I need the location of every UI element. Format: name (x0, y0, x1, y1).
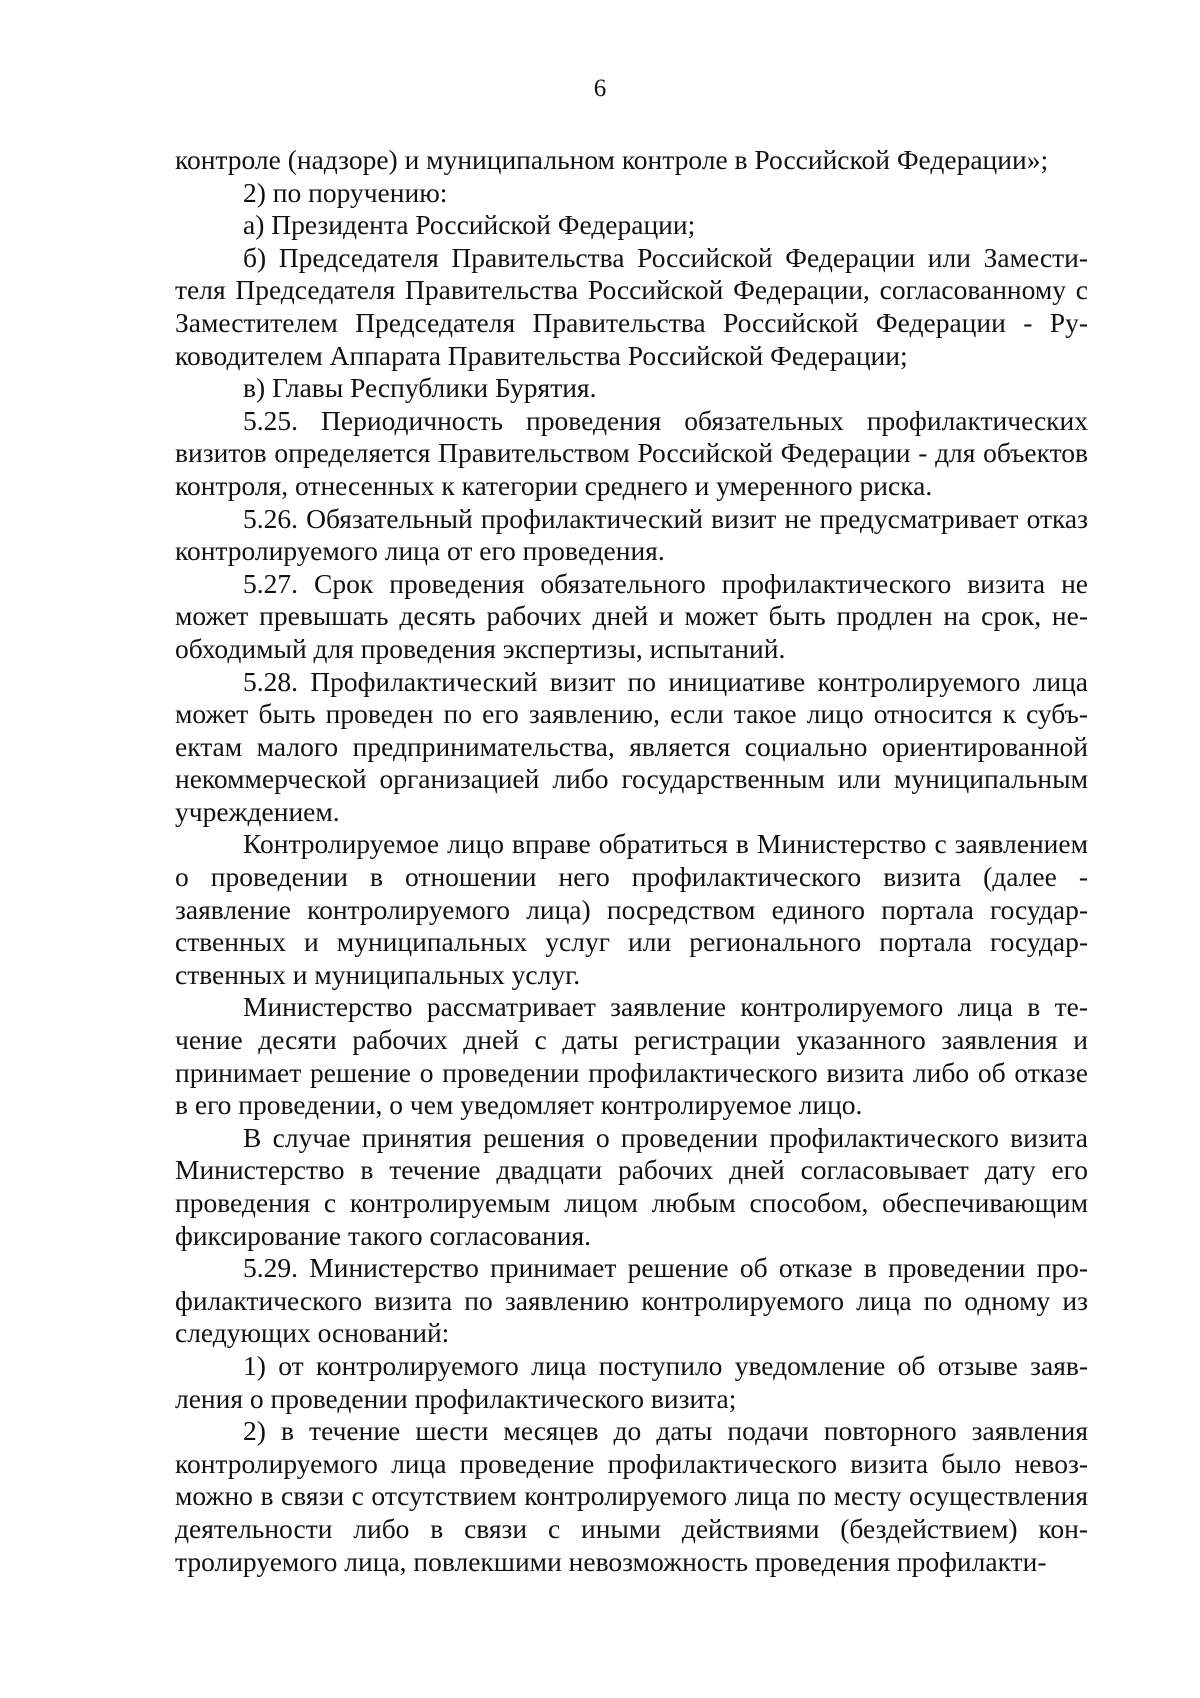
paragraph-5-29: 5.29. Министерство принимает решение об отказе в проведении профилактического визита по заявлению контролируемого лица по одному из следующих оснований: (175, 1252, 1088, 1349)
paragraph-item-a: а) Президента Российской Федерации; (243, 209, 696, 241)
paragraph-application-review: Министерство рассматривает заявление контролируемого лица в течение десяти рабочих дней с даты регистрации указанного заявления и принимает решение о проведении профилактического визита либо об отказе в его проведении, о чем уведомляет контролируемое лицо. (175, 991, 1088, 1121)
paragraph-5-26: 5.26. Обязательный профилактический визит не предусматривает отказ контролируемого лица от его проведения. (175, 502, 1088, 567)
paragraph-continuation: контроле (надзоре) и муниципальном контроле в Российской Федерации»; (175, 144, 1049, 175)
paragraph-ground-1: 1) от контролируемого лица поступило уведомление об отзыве заявления о проведении профилактического визита; (175, 1349, 1088, 1414)
document-body (175, 144, 1088, 1578)
paragraph-5-25: 5.25. Периодичность проведения обязательных профилактических визитов определяется Правительством Российской Федерации - для объектов контроля, отнесенных к категории среднего и умеренного риска. (175, 404, 1088, 501)
paragraph-instruction-by: 2) по поручению: (243, 176, 448, 208)
paragraph-ground-2: 2) в течение шести месяцев до даты подачи повторного заявления контролируемого лица проведение профилактического визита было невозможно в связи с отсутствием контролируемого лица по месту осуществления деятельности либо в связи с иными действиями (бездействием) контролируемого лица, повлекшими невозможность проведения профилакти- (175, 1415, 1088, 1577)
paragraph-application-right: Контролируемое лицо вправе обратиться в Министерство с заявлением о проведении в отношении него профилактического визита (далее - заявление контролируемого лица) посредством единого портала государственных и муниципальных услуг или регионального портала государственных и муниципальных услуг. (175, 828, 1088, 990)
paragraph-5-28: 5.28. Профилактический визит по инициативе контролируемого лица может быть проведен по его заявлению, если такое лицо относится к субъектам малого предпринимательства, является социально ориентированной некоммерческой организацией либо государственным или муниципальным учреждением. (175, 665, 1088, 827)
paragraph-item-v: в) Главы Республики Бурятия. (243, 372, 597, 404)
page-number: 6 (593, 75, 607, 102)
paragraph-date-agreement: В случае принятия решения о проведении профилактического визита Министерство в течение двадцати рабочих дней согласовывает дату его проведения с контролируемым лицом любым способом, обеспечивающим фиксирование такого согласования. (175, 1121, 1088, 1251)
paragraph-5-27: 5.27. Срок проведения обязательного профилактического визита не может превышать десять рабочих дней и может быть продлен на срок, необходимый для проведения экспертизы, испытаний. (175, 567, 1088, 664)
paragraph-item-b: б) Председателя Правительства Российской Федерации или Заместителя Председателя Правительства Российской Федерации, согласованному с Заместителем Председателя Правительства Российской Федерации - Руководителем Аппарата Правительства Российской Федерации; (175, 241, 1088, 371)
